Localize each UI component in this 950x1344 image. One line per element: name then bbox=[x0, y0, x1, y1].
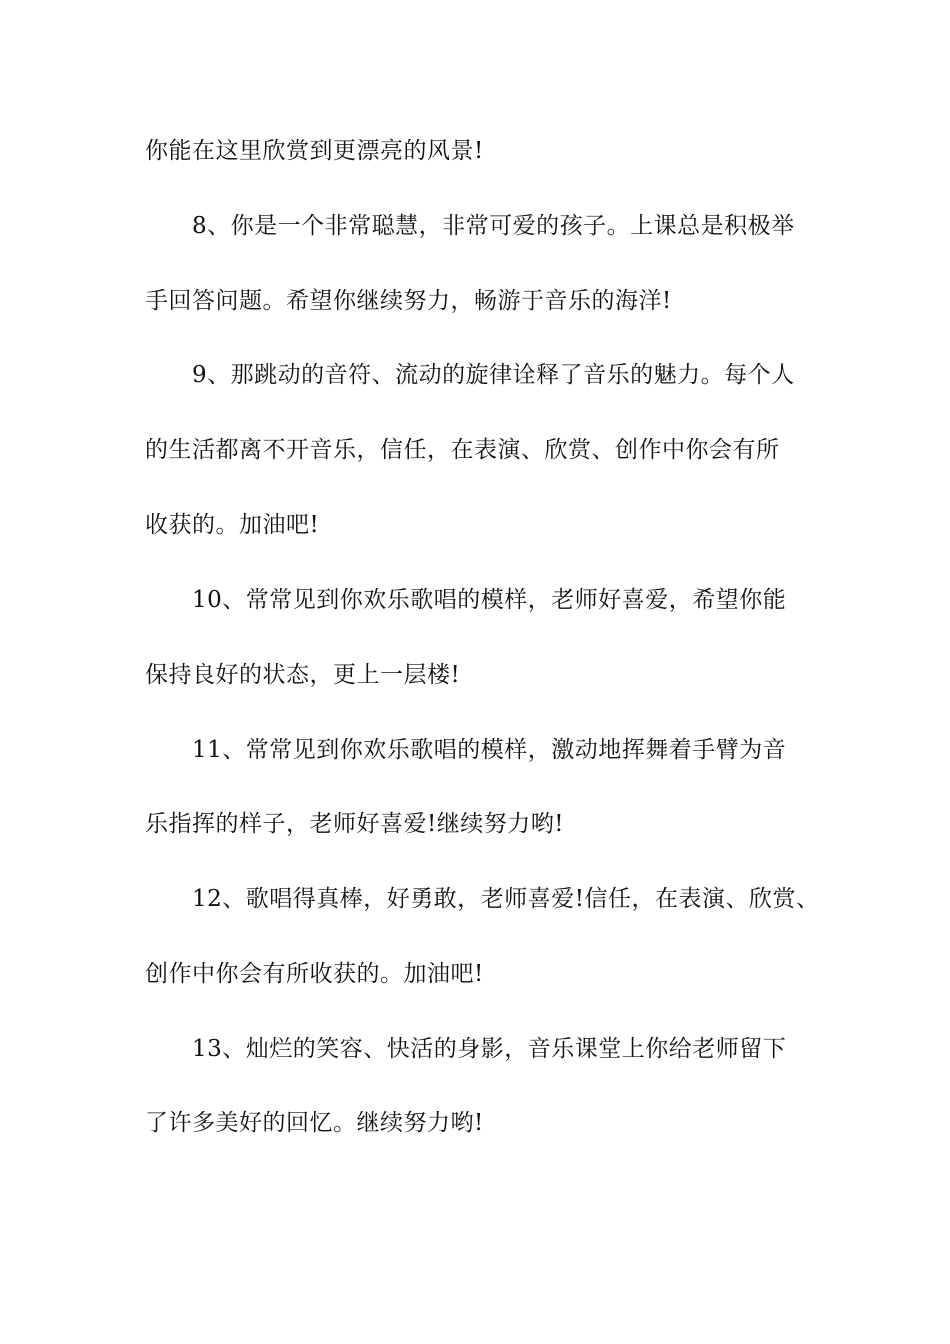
text-line: 创作中你会有所收获的。加油吧! bbox=[145, 961, 484, 987]
text-line: 保持良好的状态，更上一层楼! bbox=[145, 662, 461, 688]
text-line: 了许多美好的回忆。继续努力哟! bbox=[145, 1110, 484, 1136]
text-line: 8、你是一个非常聪慧，非常可爱的孩子。上课总是积极举 bbox=[192, 213, 795, 239]
text-line: 乐指挥的样子，老师好喜爱!继续努力哟! bbox=[145, 811, 564, 837]
text-line: 你能在这里欣赏到更漂亮的风景! bbox=[145, 138, 484, 164]
text-line: 11、常常见到你欢乐歌唱的模样，激动地挥舞着手臂为音 bbox=[192, 737, 787, 763]
text-line: 9、那跳动的音符、流动的旋律诠释了音乐的魅力。每个人 bbox=[192, 362, 795, 388]
text-line: 的生活都离不开音乐，信任，在表演、欣赏、创作中你会有所 bbox=[145, 437, 780, 463]
text-line: 手回答问题。希望你继续努力，畅游于音乐的海洋! bbox=[145, 288, 672, 314]
text-line: 12、歌唱得真棒，好勇敢，老师喜爱!信任，在表演、欣赏、 bbox=[192, 886, 820, 912]
text-line: 收获的。加油吧! bbox=[145, 512, 320, 538]
text-line: 13、灿烂的笑容、快活的身影，音乐课堂上你给老师留下 bbox=[192, 1036, 787, 1062]
text-line: 10、常常见到你欢乐歌唱的模样，老师好喜爱，希望你能 bbox=[192, 587, 787, 613]
